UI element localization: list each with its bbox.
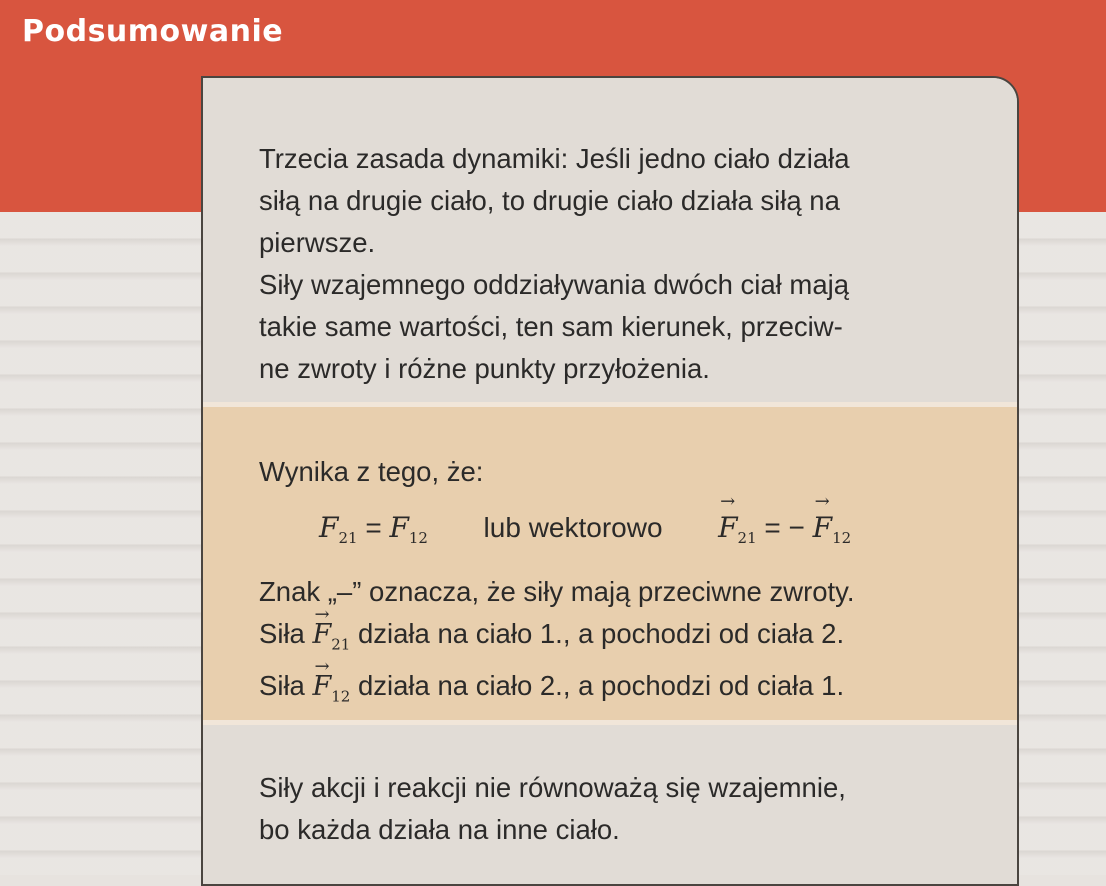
text-line: siłą na drugie ciało, to drugie ciało działa siłą na: [259, 185, 840, 216]
text-line: pierwsze.: [259, 227, 376, 258]
summary-box: [201, 76, 1019, 886]
page-title: Podsumowanie: [22, 14, 284, 49]
text-line: Siły wzajemnego oddziaływania dwóch ciał mają: [259, 269, 850, 300]
text-line: takie same wartości, ten sam kierunek, przeciw-: [259, 311, 843, 342]
sign-meaning-line: Znak „–” oznacza, że siły mają przeciwne zwroty.: [259, 576, 855, 607]
text-line: ne zwroty i różne punkty przyłożenia.: [259, 353, 710, 384]
force-formula: [319, 511, 851, 559]
formula-equals: =: [365, 512, 382, 543]
text-line: Siły akcji i reakcji nie równoważą się wzajemnie,: [259, 772, 846, 803]
formula-vector-equals: = −: [764, 512, 805, 543]
third-law-section: [203, 78, 1017, 402]
conclusion-section: [203, 402, 1017, 720]
text-line: Trzecia zasada dynamiki: Jeśli jedno ciało działa: [259, 143, 850, 174]
force21-line: Siła → $F_{21}$ działa na ciało 1., a pochodzi od ciała 2.: [259, 618, 844, 649]
vector-f21: → $F_{21}$: [718, 511, 757, 547]
formula-lhs: $F_{21}$: [319, 511, 358, 547]
formula-rhs: $F_{12}$: [389, 511, 428, 547]
action-reaction-text: [259, 767, 979, 851]
conclusion-details: [259, 571, 999, 718]
formula-connector: lub wektorowo: [483, 512, 663, 543]
text-line: bo każda działa na inne ciało.: [259, 814, 620, 845]
force12-line: Siła → $F_{12}$ działa na ciało 2., a pochodzi od ciała 1.: [259, 670, 844, 701]
action-reaction-section: [203, 720, 1017, 886]
vector-f12: → $F_{12}$: [813, 511, 852, 547]
third-law-text: [259, 138, 979, 390]
conclusion-intro: Wynika z tego, że:: [259, 456, 484, 487]
